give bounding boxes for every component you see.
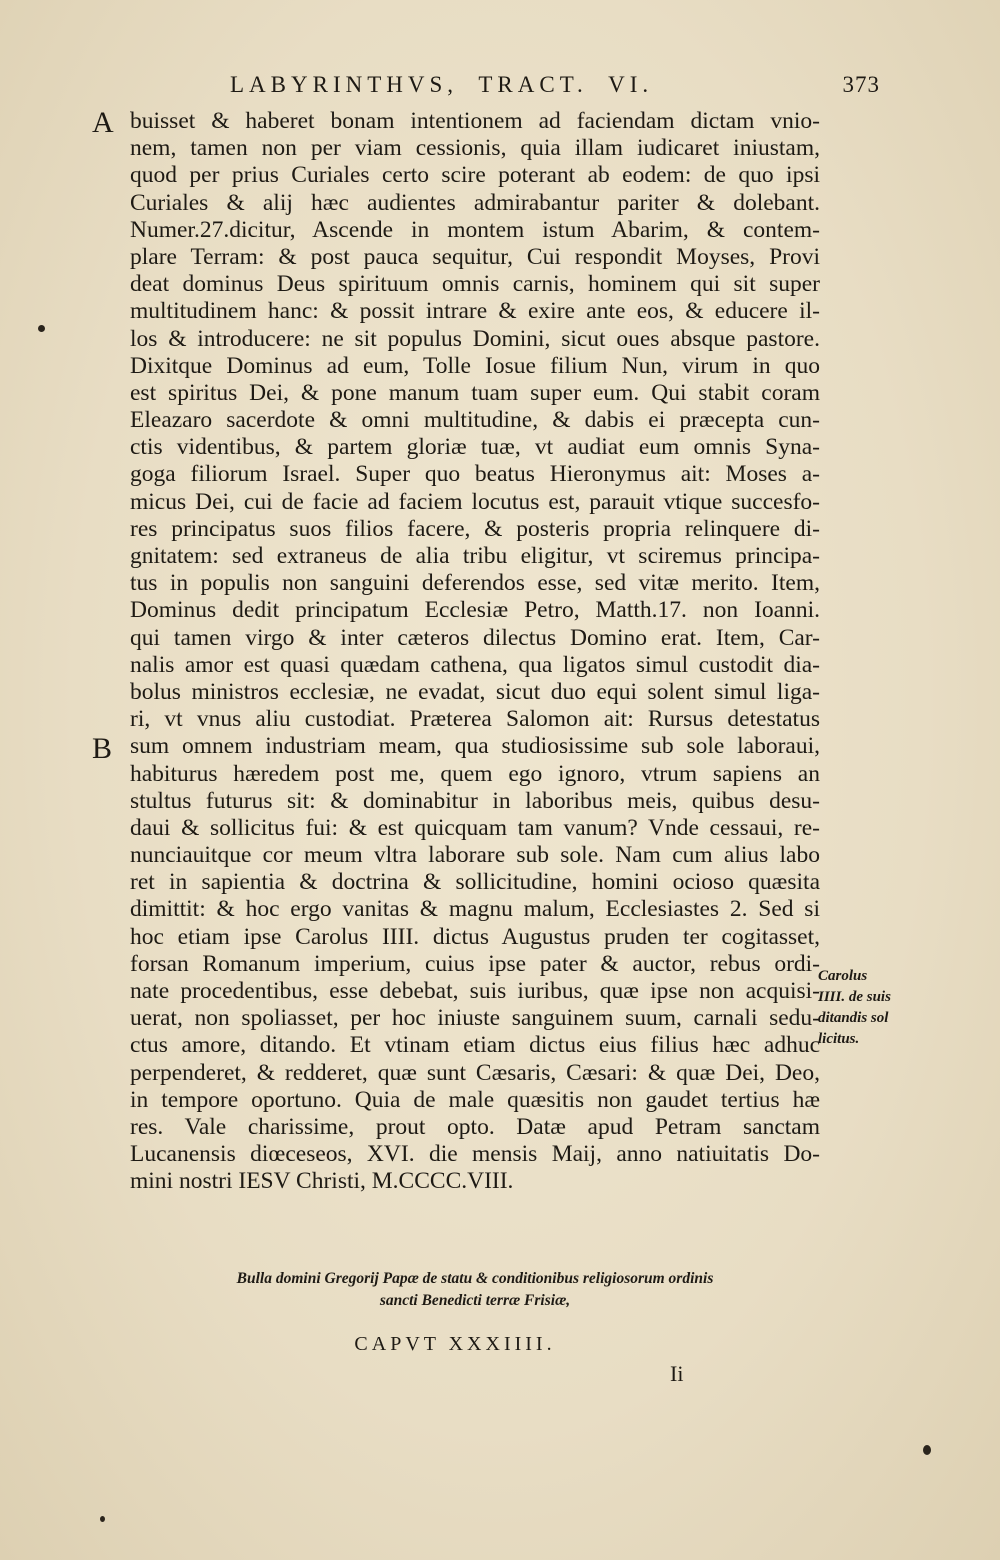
text-line: Lucanensis diœceseos, XVI. die mensis Maij, anno natiuitatis Do- [130,1141,820,1168]
text-line: ret in sapientia & doctrina & sollicitudine, homini ocioso quæsita [130,869,820,896]
text-line: res principatus suos filios facere, & posteris propria relinquere di- [130,515,820,542]
text-line: nalis amor est quasi quædam cathena, qua ligatos simul custodit dia- [130,651,820,678]
text-line: goga filiorum Israel. Super quo beatus Hieronymus ait: Moses a- [130,461,820,488]
ink-spot [100,1516,105,1522]
text-line: deat dominus Deus spirituum omnis carnis, hominem qui sit super [130,271,820,298]
running-head [230,72,880,98]
section-marker-a: A [92,106,114,139]
text-line: Dominus dedit principatum Ecclesiæ Petro, Matth.17. non Ioanni. [130,597,820,624]
text-line: multitudinem hanc: & possit intrare & exire ante eos, & educere il- [130,298,820,325]
text-line: buisset & haberet bonam intentionem ad faciendam dictam vnio- [130,108,820,134]
text-line: nunciauitque cor meum vltra laborare sub sole. Nam cum alius labo [130,842,820,869]
text-line: nate procedentibus, esse debebat, suis iuribus, quæ ipse non acquisi- [130,978,820,1004]
text-line: plare Terram: & post pauca sequitur, Cui respondit Moyses, Provi [130,243,820,270]
text-line: quod per prius Curiales certo scire poterant ab eodem: de quo ipsi [130,162,820,189]
text-line: bolus ministros ecclesiæ, ne evadat, sicut duo equi solent simul liga- [130,678,820,705]
text-line: stultus futurus sit: & dominabitur in laboribus meis, quibus desu- [130,787,820,814]
bulla-title-line: Bulla domini Gregorij Papæ de statu & conditionibus religiosorum ordinis [236,1270,714,1287]
text-line: perpenderet, & redderet, quæ sunt Cæsaris, Cæsari: & quæ Dei, Deo, [130,1059,820,1086]
marginal-note-line: Carolus [818,968,868,984]
text-line: Eleazaro sacerdote & omni multitudine, & dabis ei præcepta cun- [130,407,820,434]
text-line: ctis videntibus, & partem gloriæ tuæ, vt audiat eum omnis Syna- [130,434,820,461]
text-line: qui tamen virgo & inter cæteros dilectus Domino erat. Item, Car- [130,624,820,651]
text-line: forsan Romanum imperium, cuius ipse pater & auctor, rebus ordi- [130,950,820,977]
body-text [130,108,820,1196]
marginal-note [818,966,898,1050]
folio-number: 373 [842,72,880,97]
text-line: res. Vale charissime, prout opto. Datæ apud Petram sanctam [130,1113,820,1140]
text-line: gnitatem: sed extraneus de alia tribu eligitur, vt sciremus principa- [130,543,820,569]
running-title: LABYRINTHVS, TRACT. VI. [230,72,654,97]
text-line: Numer.27.dicitur, Ascende in montem istum Abarim, & contem- [130,216,820,243]
ink-spot [923,1445,931,1455]
section-marker-b: B [92,732,113,765]
bulla-title [130,1268,820,1312]
text-line: los & introducere: ne sit populus Domini, sicut oues absque pastore. [130,325,820,352]
text-line: sum omnem industriam meam, qua studiosissime sub sole laboraui, [130,733,820,760]
text-line: habiturus hæredem post me, quem ego ignoro, vtrum sapiens an [130,760,820,787]
text-line: mini nostri IESV Christi, M.CCCC.VIII. [130,1168,514,1195]
text-line: in tempore oportuno. Quia de male quæsitis non gaudet tertius hæ [130,1086,820,1113]
text-line: micus Dei, cui de facie ad faciem locutus est, parauit vtique succesfo- [130,488,820,515]
text-line: est spiritus Dei, & pone manum tuam super eum. Qui stabit coram [130,379,820,406]
chapter-heading: CAPVT XXXIIII. [354,1333,556,1355]
ink-spot [38,325,45,332]
text-line: dimittit: & hoc ergo vanitas & magnu malum, Ecclesiastes 2. Sed si [130,896,820,923]
text-line: daui & sollicitus fui: & est quicquam tam vanum? Vnde cessaui, re- [130,814,820,841]
text-line: nem, tamen non per viam cessionis, quia illam iudicaret iniustam, [130,135,820,162]
bulla-title-line: sancti Benedicti terræ Frisiæ, [379,1292,571,1309]
marginal-note-line: ditandis sol [818,1010,889,1026]
text-line: ctus amore, ditando. Et vtinam etiam dictus eius filius hæc adhuc [130,1032,820,1059]
marginal-note-line: IIII. de suis [818,989,891,1005]
text-line: ri, vt vnus aliu custodiat. Præterea Salomon ait: Rursus detestatus [130,706,820,733]
marginal-note-line: licitus. [818,1031,860,1047]
text-line: uerat, non spoliasset, per hoc iniuste sanguinem suum, carnali sedu- [130,1005,820,1032]
text-line: Curiales & alij hæc audientes admirabantur pariter & dolebant. [130,189,820,216]
text-line: Dixitque Dominus ad eum, Tolle Iosue filium Nun, virum in quo [130,352,820,379]
signature-mark: Ii [670,1361,684,1386]
text-line: tus in populis non sanguini deferendos esse, sed vitæ merito. Item, [130,570,820,597]
text-line: hoc etiam ipse Carolus IIII. dictus Augustus pruden ter cogitasset, [130,923,820,950]
